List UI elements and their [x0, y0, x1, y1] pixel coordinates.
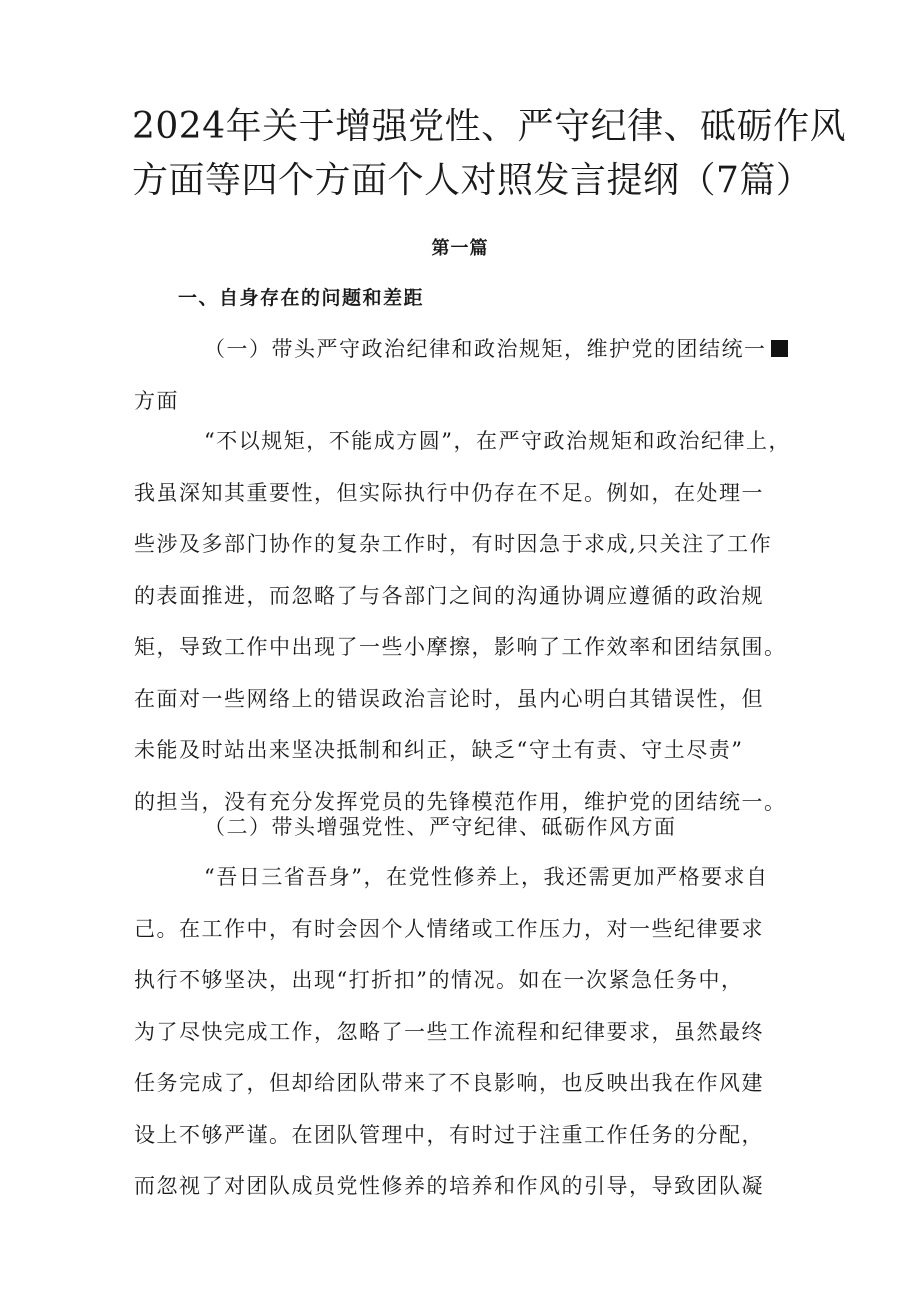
paragraph-line: 己。在工作中，有时会因个人情绪或工作压力，对一些纪律要求	[134, 916, 764, 941]
paragraph-line: 在面对一些网络上的错误政治言论时，虽内心明白其错误性，但	[134, 686, 764, 711]
paragraph-line: “吾日三省吾身”，在党性修养上，我还需更加严格要求自	[204, 865, 769, 889]
paragraph-line: 设上不够严谨。在团队管理中，有时过于注重工作任务的分配，	[134, 1122, 764, 1147]
subsection-2-line: （二）带头增强党性、严守纪律、砥砺作风方面	[204, 815, 677, 839]
paragraph-line: 的表面推进，而忽略了与各部门之间的沟通协调应遵循的政治规	[134, 583, 764, 608]
paragraph-line: 的担当，没有充分发挥党员的先锋模范作用，维护党的团结统一。	[134, 789, 787, 814]
section-label: 第一篇	[431, 238, 489, 259]
subsection-1-line-1: （一）带头严守政治纪律和政治规矩，维护党的团结统一	[134, 324, 794, 376]
paragraph-line: 我虽深知其重要性，但实际执行中仍存在不足。例如，在处理一	[134, 480, 764, 505]
subsection-1-line-2: 方面	[134, 388, 179, 413]
paragraph-line: 未能及时站出来坚决抵制和纠正，缺乏“守土有责、守土尽责”	[134, 738, 744, 762]
title-line-1: 2024年关于增强党性、严守纪律、砥砺作风	[132, 106, 847, 147]
paragraph-line: “不以规矩，不能成方圆”，在严守政治规矩和政治纪律上，	[204, 429, 791, 453]
subsection-2-heading	[134, 802, 794, 854]
paragraph-line: 而忽视了对团队成员党性修养的培养和作风的引导，导致团队凝	[134, 1174, 764, 1198]
paragraph-line: 些涉及多部门协作的复杂工作时，有时因急于求成,只关注了工作	[134, 532, 773, 556]
paragraph-2	[134, 852, 794, 1213]
title-line-2: 方面等四个方面个人对照发言提纲（7篇）	[132, 160, 813, 201]
black-square-icon	[771, 340, 788, 357]
paragraph-line: 矩，导致工作中出现了一些小摩擦，影响了工作效率和团结氛围。	[134, 635, 787, 659]
paragraph-line: 为了尽快完成工作，忽略了一些工作流程和纪律要求，虽然最终	[134, 1019, 764, 1044]
document-title	[132, 100, 847, 208]
subsection-1-heading	[134, 324, 794, 427]
section-heading: 一、自身存在的问题和差距	[178, 287, 425, 309]
paragraph-1	[134, 416, 794, 828]
paragraph-line: 执行不够坚决，出现“打折扣”的情况。如在一次紧急任务中，	[134, 968, 744, 992]
paragraph-line: 任务完成了，但却给团队带来了不良影响，也反映出我在作风建	[134, 1071, 764, 1095]
